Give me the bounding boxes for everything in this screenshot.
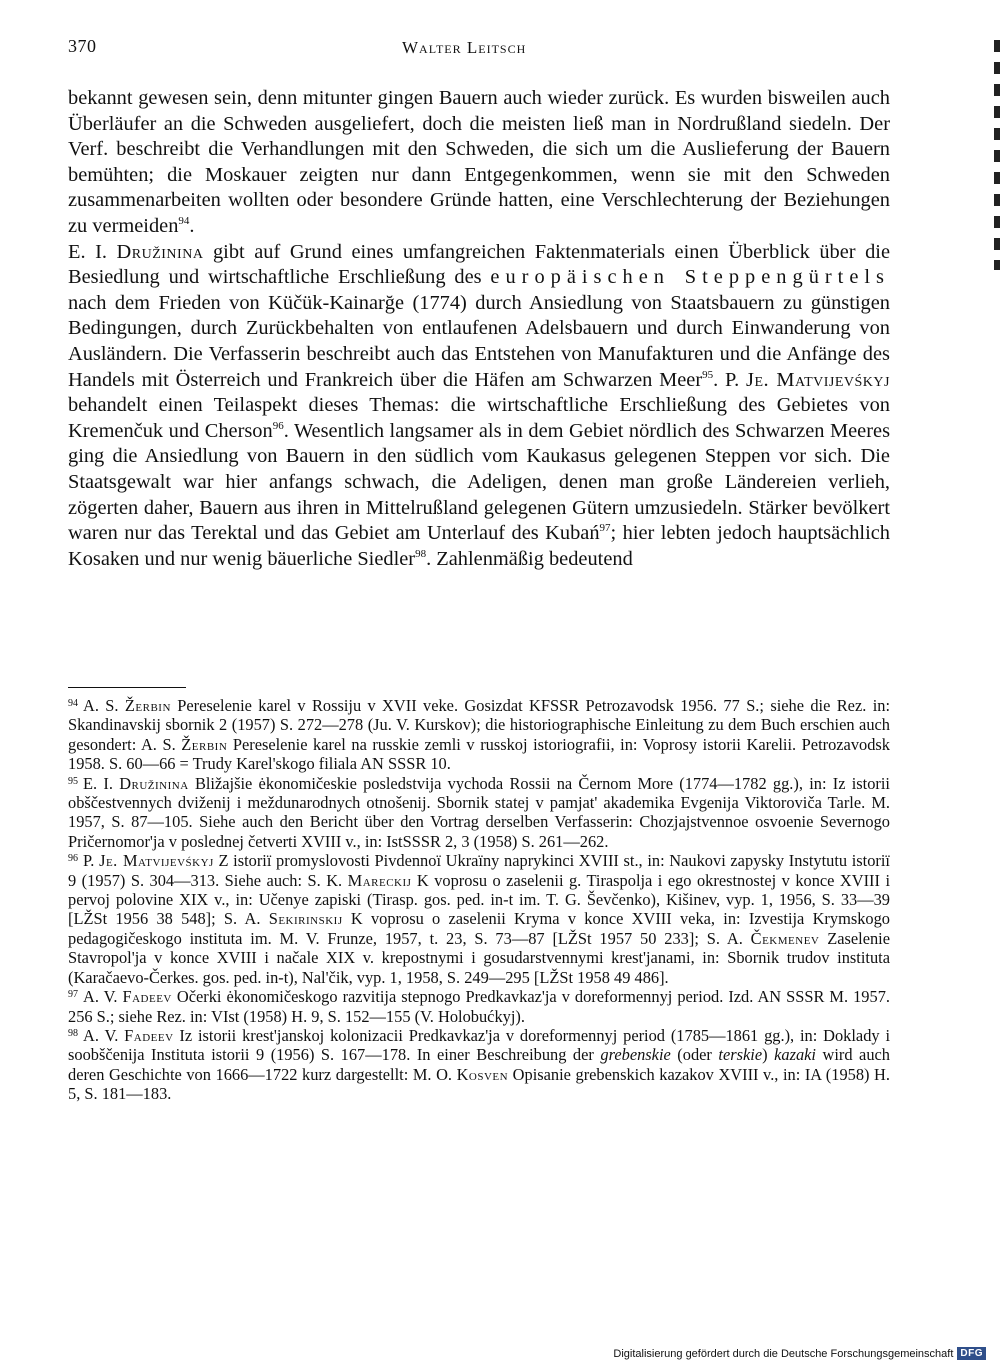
footnote-94: $^{94}$ A. S. Žerbin Pereselenie karel v Rossiju v XVII veke. Gosizdat KFSSR Petrozavodsk 1956. 77 S.; siehe die Rez. in: Skandinavskij sbornik 2 (1957) S. 272—278 (Ju. V. Kurskov); die historiographische Einleitung zu dem Buch erschien auch gesondert: A. S. Žerbin Pereselenie karel na russkie zemli v russkoj istoriografii, in: Voprosy istorii Karelii. Petrozavodsk 1958. S. 60—66 = Trudy Karel'skogo filiala AN SSSR 10.: [68, 696, 890, 774]
author-name: Mareckij: [347, 870, 412, 890]
footnote-number: 96: [68, 853, 78, 865]
emphasized-phrase: europäischen Steppengürtels: [490, 266, 890, 289]
italic-term: terskie: [718, 1045, 763, 1065]
footnote-rule: [68, 687, 186, 688]
author-name: Sekirinskij: [268, 909, 343, 929]
author-name: Kosven: [456, 1064, 509, 1084]
footnote-96: $^{96}$ P. Je. Matvijevśkyj Z istoriï promyslovosti Pivdennoï Ukraïny naprykinci XVIII st., in: Naukovi zapysky Instytutu istoriï 9 (1957) S. 304—313. Siehe auch: S. K. Mareckij K voprosu o zaselenii g. Tiraspolja i ego okrestnostej v konce XVIII i pervoj polovine XIX v., in: Učenye zapiski (Tirasp. gos. ped. in-t im. T. G. Ševčenko), Kišinev, vyp. 1, 1956, S. 33—39 [LŽSt 1956 38 548]; S. A. Sekirinskij K voprosu o zaselenii Kryma v konce XVIII veka, in: Izvestija Krymskogo pedagogičeskogo instituta im. M. V. Frunze, 1957, t. 23, S. 73—87 [LŽSt 1957 50 233]; S. A. Čekmenev Zaselenie Stavropol'ja v konce XVIII i načale XIX v. krepostnymi i gosudarstvennymi krest'janami, in: Sbornik trudov instituta (Karačaevo-Čerkes. gos. ped. in-t), Nal'čik, vyp. 1, 1958, S. 249—295 [LŽSt 1958 49 486].: [68, 851, 891, 987]
digitization-credit: [613, 1347, 986, 1360]
footnote-number: 94: [68, 698, 78, 709]
footnote-ref: 97: [599, 522, 611, 535]
author-name: Žerbin: [124, 696, 171, 715]
author-name: Družinina: [116, 240, 204, 263]
paragraph-1: bekannt gewesen sein, denn mitunter gingen Bauern auch wieder zurück. Es wurden bisweilen auch Überläufer an die Schweden ausgeliefert, doch die meisten ließ man in Nordrußland siedeln. Der Verf. beschreibt die Verhandlungen mit den Schweden, die sich um die Auslieferung der Bauern bemühten; die Moskauer zeigten nur dann Entgegenkommen, wenn sie mit den Schweden zusammenarbeiten wollten oder besondere Gründe hatten, eine Verschlechterung der Beziehungen zu vermeiden$^{94}$.: [68, 87, 890, 237]
author-name: Družinina: [119, 773, 189, 793]
author-name: Čekmenev: [750, 928, 820, 948]
scan-edge-marks: [994, 40, 1000, 270]
paragraph-text: bekannt gewesen sein, denn mitunter gingen Bauern auch wieder zurück. Es wurden bisweilen auch Überläufer an die Schweden ausgeliefert, doch die meisten ließ man in Nordrußland siedeln. Der Verf. beschreibt die Verhandlungen mit den Schweden, die sich um die Auslieferung der Bauern bemühten; die Moskauer zeigten nur dann Entgegenkommen, wenn sie mit den Schweden zusammenarbeiten wollten oder besondere Gründe hatten, eine Verschlechterung der Beziehungen zu vermeiden: [68, 87, 890, 237]
italic-term: kazaki: [774, 1045, 816, 1065]
footnote-ref: 94: [178, 214, 190, 227]
footnote-number: 95: [68, 775, 78, 787]
footnote-ref: 98: [415, 547, 427, 560]
author-name: Fadeev: [124, 1025, 174, 1045]
page-number: 370: [68, 36, 97, 56]
author-name: Fadeev: [122, 987, 172, 1007]
footnote-95: $^{95}$ E. I. Družinina Bližajšie ėkonomičeskie posledstvija vychoda Rossii na Černom More (1774—1782 gg.), in: Iz istorii obščestvennych dviženij i meždunarodnych otnošenij. Sbornik statej v pamjat' akademika Evgenija Viktoroviča Tarle. M. 1957, S. 87—105. Siehe auch den Bericht über den Vortrag derselben Verfasserin: Chozjajstvennoe osvoenie Severnogo Pričernomor'ja v poslednej četverti XVIII v., in: IstSSSR 2, 3 (1958) S. 261—262.: [68, 773, 890, 851]
author-name: Je. Matvijevśkyj: [746, 368, 890, 391]
footnote-97: $^{97}$ A. V. Fadeev Očerki ėkonomičeskogo razvitija stepnogo Predkavkaz'ja v doreformennyj period. Izd. AN SSSR M. 1957. 256 S.; siehe Rez. in: VIst (1958) H. 9, S. 152—155 (V. Holobućkyj).: [68, 987, 890, 1026]
footnote-number: 97: [68, 989, 78, 1001]
paragraph-2: E. I. Družinina gibt auf Grund eines umfangreichen Faktenmaterials einen Überblick über die Besiedlung und wirtschaftliche Erschließung des europäischen Steppengürtels nach dem Frieden von Küčük-Kainarğe (1774) durch Ansiedlung von Staatsbauern zu günstigen Bedingungen, durch Zurückbehalten von entlaufenen Adelsbauern und durch Einwanderung von Ausländern. Die Verfasserin beschreibt auch das Entstehen von Manufakturen und die Anfänge des Handels mit Österreich und Frankreich über die Häfen am Schwarzen Meer$^{95}$. P. Je. Matvijevśkyj behandelt einen Teilaspekt dieses Themas: die wirtschaftliche Erschließung des Gebietes von Kremenčuk und Cherson$^{96}$. Wesentlich langsamer als in dem Gebiet nördlich des Schwarzen Meeres ging die Ansiedlung von Bauern in den südlich vom Kaukasus gelegenen Steppen vor sich. Die Staatsgewalt war hier anfangs schwach, die Adeligen, denen man große Ländereien verlieh, zögerten daher, Bauern aus ihren in Mittelrußland gelegenen Gütern umzusiedeln. Stärker bevölkert waren nur das Terektal und das Gebiet am Unterlauf des Kubań$^{97}$; hier lebten jedoch hauptsächlich Kosaken und nur wenig bäuerliche Siedler$^{98}$. Zahlenmäßig bedeutend: [68, 240, 891, 570]
running-head: Walter Leitsch: [402, 38, 527, 57]
credit-text: Digitalisierung gefördert durch die Deutsche Forschungsgemeinschaft: [613, 1347, 954, 1360]
footnote-ref: 95: [702, 368, 714, 381]
dfg-logo-icon: DFG: [957, 1347, 986, 1360]
body-text: [68, 86, 890, 572]
footnote-number: 98: [68, 1027, 78, 1039]
footnotes: [68, 696, 890, 1104]
author-name: Je. Matvijevśkyj: [99, 851, 214, 871]
italic-term: grebenskie: [600, 1045, 671, 1065]
footnote-98: $^{98}$ A. V. Fadeev Iz istorii krest'janskoj kolonizacii Predkavkaz'ja v doreformennyj period (1785—1861 gg.), in: Doklady i soobščenija Instituta istorii 9 (1956) S. 167—178. In einer Beschreibung der grebenskie (oder terskie) kazaki wird auch deren Geschichte von 1666—1722 kurz dargestellt: M. O. Kosven Opisanie grebenskich kazakov XVIII v., in: IA (1958) H. 5, S. 181—183.: [68, 1025, 890, 1104]
author-name: Žerbin: [181, 734, 228, 754]
footnote-ref: 96: [272, 419, 284, 432]
